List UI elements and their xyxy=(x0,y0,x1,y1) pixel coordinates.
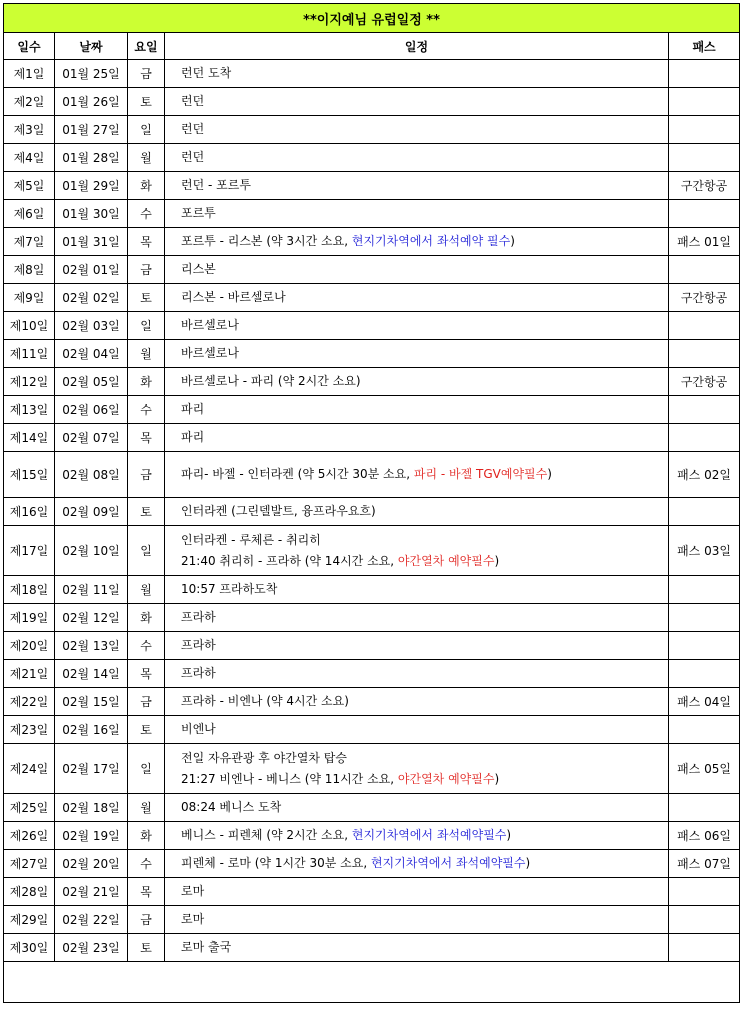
date-cell: 01월 29일 xyxy=(55,172,128,200)
schedule-text: 포르투 xyxy=(181,206,216,220)
day-cell: 제10일 xyxy=(4,312,55,340)
schedule-text: 바르셀로나 - 파리 (약 2시간 소요) xyxy=(181,374,361,388)
weekday-cell: 금 xyxy=(128,906,165,934)
schedule-cell xyxy=(165,934,669,962)
day-cell: 제25일 xyxy=(4,794,55,822)
schedule-text: 런던 xyxy=(181,150,205,164)
pass-cell: 패스 07일 xyxy=(669,850,740,878)
pass-cell: 구간항공 xyxy=(669,284,740,312)
day-cell: 제3일 xyxy=(4,116,55,144)
footer-cell xyxy=(4,962,740,1003)
day-cell: 제6일 xyxy=(4,200,55,228)
schedule-text: 리스본 xyxy=(181,262,216,276)
schedule-line xyxy=(181,464,668,485)
day-cell: 제11일 xyxy=(4,340,55,368)
schedule-text: 런던 xyxy=(181,122,205,136)
schedule-cell xyxy=(165,850,669,878)
schedule-text: 프라하 xyxy=(181,610,216,624)
schedule-text: 런던 xyxy=(181,94,205,108)
reservation-note: 현지기차역에서 좌석예약필수 xyxy=(370,856,526,870)
date-cell: 02월 08일 xyxy=(55,452,128,498)
weekday-cell: 화 xyxy=(128,604,165,632)
day-cell: 제14일 xyxy=(4,424,55,452)
day-cell: 제19일 xyxy=(4,604,55,632)
day-cell: 제7일 xyxy=(4,228,55,256)
schedule-line xyxy=(181,607,668,628)
weekday-cell: 월 xyxy=(128,576,165,604)
header-schedule: 일정 xyxy=(165,33,669,60)
schedule-line xyxy=(181,119,668,140)
date-cell: 02월 14일 xyxy=(55,660,128,688)
schedule-text: 21:27 비엔나 - 베니스 (약 11시간 소요, xyxy=(181,771,398,786)
itinerary-row xyxy=(4,850,740,878)
itinerary-row xyxy=(4,878,740,906)
pass-cell xyxy=(669,794,740,822)
itinerary-row xyxy=(4,340,740,368)
schedule-cell xyxy=(165,60,669,88)
itinerary-table xyxy=(3,3,740,1003)
schedule-line xyxy=(181,399,668,420)
weekday-cell: 토 xyxy=(128,716,165,744)
schedule-line xyxy=(181,825,668,846)
pass-cell: 패스 03일 xyxy=(669,526,740,576)
itinerary-row xyxy=(4,256,740,284)
itinerary-row xyxy=(4,934,740,962)
itinerary-row xyxy=(4,424,740,452)
schedule-cell xyxy=(165,878,669,906)
day-cell: 제2일 xyxy=(4,88,55,116)
schedule-text: ) xyxy=(494,553,500,568)
schedule-text: ) xyxy=(494,771,500,786)
weekday-cell: 목 xyxy=(128,228,165,256)
itinerary-row xyxy=(4,116,740,144)
pass-cell xyxy=(669,256,740,284)
pass-cell: 패스 01일 xyxy=(669,228,740,256)
date-cell: 02월 10일 xyxy=(55,526,128,576)
weekday-cell: 일 xyxy=(128,116,165,144)
pass-cell xyxy=(669,200,740,228)
date-cell: 02월 23일 xyxy=(55,934,128,962)
itinerary-sheet xyxy=(3,3,739,1003)
schedule-text: 프라하 - 비엔나 (약 4시간 소요) xyxy=(181,694,349,708)
pass-cell xyxy=(669,604,740,632)
pass-cell xyxy=(669,60,740,88)
day-cell: 제9일 xyxy=(4,284,55,312)
schedule-text: 로마 xyxy=(181,884,205,898)
day-cell: 제12일 xyxy=(4,368,55,396)
required-booking-note: 야간열차 예약필수 xyxy=(397,771,495,786)
schedule-line xyxy=(181,427,668,448)
schedule-cell xyxy=(165,368,669,396)
schedule-line xyxy=(181,63,668,84)
schedule-text: 피렌체 - 로마 (약 1시간 30분 소요, xyxy=(181,856,371,870)
schedule-cell xyxy=(165,688,669,716)
schedule-line xyxy=(181,287,668,308)
itinerary-row xyxy=(4,396,740,424)
pass-cell: 구간항공 xyxy=(669,368,740,396)
weekday-cell: 일 xyxy=(128,526,165,576)
day-cell: 제23일 xyxy=(4,716,55,744)
date-cell: 02월 21일 xyxy=(55,878,128,906)
reservation-note: 현지기차역에서 좌석예약필수 xyxy=(351,828,507,842)
schedule-text: ) xyxy=(547,467,552,481)
weekday-cell: 수 xyxy=(128,396,165,424)
schedule-text: 파리 xyxy=(181,402,205,416)
schedule-text: 파리 xyxy=(181,430,205,444)
date-cell: 02월 11일 xyxy=(55,576,128,604)
itinerary-row xyxy=(4,144,740,172)
schedule-cell xyxy=(165,200,669,228)
date-cell: 02월 19일 xyxy=(55,822,128,850)
weekday-cell: 토 xyxy=(128,498,165,526)
schedule-cell xyxy=(165,312,669,340)
itinerary-row xyxy=(4,576,740,604)
weekday-cell: 일 xyxy=(128,744,165,794)
pass-cell xyxy=(669,144,740,172)
schedule-text: 10:57 프라하도착 xyxy=(181,582,278,596)
schedule-cell xyxy=(165,172,669,200)
date-cell: 02월 05일 xyxy=(55,368,128,396)
schedule-line xyxy=(181,203,668,224)
reservation-note: 현지기차역에서 좌석예약 필수 xyxy=(351,234,511,248)
pass-cell xyxy=(669,498,740,526)
schedule-cell xyxy=(165,340,669,368)
schedule-line xyxy=(181,748,668,769)
itinerary-row xyxy=(4,368,740,396)
schedule-line xyxy=(181,147,668,168)
day-cell: 제16일 xyxy=(4,498,55,526)
weekday-cell: 목 xyxy=(128,424,165,452)
day-cell: 제13일 xyxy=(4,396,55,424)
date-cell: 02월 06일 xyxy=(55,396,128,424)
weekday-cell: 월 xyxy=(128,340,165,368)
schedule-text: 08:24 베니스 도착 xyxy=(181,800,282,814)
itinerary-row xyxy=(4,452,740,498)
weekday-cell: 수 xyxy=(128,632,165,660)
day-cell: 제4일 xyxy=(4,144,55,172)
schedule-text: 로마 xyxy=(181,912,205,926)
weekday-cell: 수 xyxy=(128,850,165,878)
day-cell: 제17일 xyxy=(4,526,55,576)
weekday-cell: 목 xyxy=(128,878,165,906)
pass-cell: 패스 06일 xyxy=(669,822,740,850)
pass-cell xyxy=(669,424,740,452)
pass-cell: 패스 05일 xyxy=(669,744,740,794)
day-cell: 제30일 xyxy=(4,934,55,962)
schedule-text: 프라하 xyxy=(181,638,216,652)
day-cell: 제8일 xyxy=(4,256,55,284)
pass-cell xyxy=(669,340,740,368)
date-cell: 01월 30일 xyxy=(55,200,128,228)
pass-cell xyxy=(669,396,740,424)
itinerary-row xyxy=(4,284,740,312)
weekday-cell: 금 xyxy=(128,452,165,498)
required-booking-note: 야간열차 예약필수 xyxy=(397,553,495,568)
weekday-cell: 화 xyxy=(128,368,165,396)
schedule-cell xyxy=(165,228,669,256)
pass-cell xyxy=(669,116,740,144)
weekday-cell: 토 xyxy=(128,934,165,962)
date-cell: 02월 15일 xyxy=(55,688,128,716)
date-cell: 01월 26일 xyxy=(55,88,128,116)
itinerary-row xyxy=(4,822,740,850)
itinerary-row xyxy=(4,632,740,660)
weekday-cell: 금 xyxy=(128,688,165,716)
schedule-cell xyxy=(165,284,669,312)
date-cell: 02월 04일 xyxy=(55,340,128,368)
date-cell: 02월 17일 xyxy=(55,744,128,794)
date-cell: 02월 03일 xyxy=(55,312,128,340)
schedule-line xyxy=(181,579,668,600)
schedule-cell xyxy=(165,744,669,794)
header-dow: 요일 xyxy=(128,33,165,60)
schedule-cell xyxy=(165,498,669,526)
pass-cell: 구간항공 xyxy=(669,172,740,200)
schedule-line xyxy=(181,937,668,958)
schedule-cell xyxy=(165,822,669,850)
schedule-line xyxy=(181,635,668,656)
schedule-cell xyxy=(165,576,669,604)
day-cell: 제18일 xyxy=(4,576,55,604)
schedule-text: 로마 출국 xyxy=(181,940,232,954)
itinerary-row xyxy=(4,660,740,688)
schedule-line xyxy=(181,909,668,930)
schedule-cell xyxy=(165,604,669,632)
sheet-title: **이지예님 유럽일정 ** xyxy=(4,4,740,33)
schedule-text: 런던 - 포르투 xyxy=(181,178,251,192)
footer-row xyxy=(4,962,740,1003)
schedule-cell xyxy=(165,632,669,660)
schedule-line xyxy=(181,769,668,790)
schedule-line xyxy=(181,371,668,392)
itinerary-row xyxy=(4,88,740,116)
schedule-line xyxy=(181,530,668,551)
weekday-cell: 일 xyxy=(128,312,165,340)
weekday-cell: 토 xyxy=(128,284,165,312)
day-cell: 제21일 xyxy=(4,660,55,688)
date-cell: 02월 18일 xyxy=(55,794,128,822)
schedule-text: 포르투 - 리스본 (약 3시간 소요, xyxy=(181,234,352,248)
weekday-cell: 월 xyxy=(128,144,165,172)
schedule-text: ) xyxy=(525,856,531,870)
day-cell: 제5일 xyxy=(4,172,55,200)
schedule-text: 베니스 - 피렌체 (약 2시간 소요, xyxy=(181,828,352,842)
itinerary-row xyxy=(4,60,740,88)
day-cell: 제26일 xyxy=(4,822,55,850)
itinerary-row xyxy=(4,744,740,794)
date-cell: 01월 31일 xyxy=(55,228,128,256)
schedule-cell xyxy=(165,906,669,934)
date-cell: 02월 13일 xyxy=(55,632,128,660)
itinerary-row xyxy=(4,794,740,822)
pass-cell xyxy=(669,312,740,340)
schedule-cell xyxy=(165,396,669,424)
schedule-line xyxy=(181,881,668,902)
schedule-text: 런던 도착 xyxy=(181,66,232,80)
schedule-text: 리스본 - 바르셀로나 xyxy=(181,290,286,304)
schedule-cell xyxy=(165,452,669,498)
schedule-line xyxy=(181,797,668,818)
itinerary-row xyxy=(4,716,740,744)
weekday-cell: 목 xyxy=(128,660,165,688)
schedule-text: 바르셀로나 xyxy=(181,346,239,360)
schedule-line xyxy=(181,551,668,572)
date-cell: 02월 01일 xyxy=(55,256,128,284)
schedule-text: 21:40 취리히 - 프라하 (약 14시간 소요, xyxy=(181,553,398,568)
header-row xyxy=(4,33,740,60)
schedule-cell xyxy=(165,116,669,144)
day-cell: 제22일 xyxy=(4,688,55,716)
itinerary-rows xyxy=(4,60,740,962)
weekday-cell: 월 xyxy=(128,794,165,822)
day-cell: 제20일 xyxy=(4,632,55,660)
schedule-line xyxy=(181,315,668,336)
schedule-text: 인터라켄 (그린델발트, 융프라우요흐) xyxy=(181,504,376,518)
pass-cell: 패스 04일 xyxy=(669,688,740,716)
schedule-line xyxy=(181,501,668,522)
schedule-line xyxy=(181,853,668,874)
schedule-text: 비엔나 xyxy=(181,722,216,736)
schedule-text: ) xyxy=(506,828,512,842)
itinerary-row xyxy=(4,906,740,934)
itinerary-row xyxy=(4,172,740,200)
schedule-text: 바르셀로나 xyxy=(181,318,239,332)
itinerary-row xyxy=(4,604,740,632)
date-cell: 02월 22일 xyxy=(55,906,128,934)
schedule-text: 전일 자유관광 후 야간열차 탑승 xyxy=(181,750,347,765)
schedule-text: 인터라켄 - 루체른 - 취리히 xyxy=(181,532,321,547)
schedule-line xyxy=(181,91,668,112)
schedule-cell xyxy=(165,716,669,744)
required-booking-note: 파리 - 바젤 TGV예약필수 xyxy=(413,467,548,481)
schedule-cell xyxy=(165,526,669,576)
day-cell: 제24일 xyxy=(4,744,55,794)
itinerary-row xyxy=(4,200,740,228)
day-cell: 제15일 xyxy=(4,452,55,498)
schedule-cell xyxy=(165,88,669,116)
header-day: 일수 xyxy=(4,33,55,60)
date-cell: 02월 16일 xyxy=(55,716,128,744)
date-cell: 02월 20일 xyxy=(55,850,128,878)
schedule-text: ) xyxy=(510,234,515,248)
schedule-line xyxy=(181,719,668,740)
day-cell: 제27일 xyxy=(4,850,55,878)
pass-cell xyxy=(669,88,740,116)
weekday-cell: 수 xyxy=(128,200,165,228)
schedule-line xyxy=(181,343,668,364)
pass-cell xyxy=(669,576,740,604)
schedule-line xyxy=(181,663,668,684)
date-cell: 01월 25일 xyxy=(55,60,128,88)
date-cell: 01월 28일 xyxy=(55,144,128,172)
weekday-cell: 금 xyxy=(128,60,165,88)
schedule-line xyxy=(181,175,668,196)
schedule-cell xyxy=(165,660,669,688)
pass-cell xyxy=(669,934,740,962)
weekday-cell: 금 xyxy=(128,256,165,284)
header-pass: 패스 xyxy=(669,33,740,60)
pass-cell xyxy=(669,906,740,934)
pass-cell xyxy=(669,660,740,688)
schedule-cell xyxy=(165,144,669,172)
pass-cell xyxy=(669,878,740,906)
schedule-line xyxy=(181,259,668,280)
itinerary-row xyxy=(4,312,740,340)
itinerary-row xyxy=(4,526,740,576)
pass-cell xyxy=(669,632,740,660)
date-cell: 02월 07일 xyxy=(55,424,128,452)
itinerary-row xyxy=(4,498,740,526)
pass-cell: 패스 02일 xyxy=(669,452,740,498)
weekday-cell: 화 xyxy=(128,822,165,850)
schedule-line xyxy=(181,691,668,712)
pass-cell xyxy=(669,716,740,744)
schedule-text: 프라하 xyxy=(181,666,216,680)
schedule-cell xyxy=(165,424,669,452)
header-date: 날짜 xyxy=(55,33,128,60)
date-cell: 02월 12일 xyxy=(55,604,128,632)
day-cell: 제28일 xyxy=(4,878,55,906)
weekday-cell: 화 xyxy=(128,172,165,200)
date-cell: 02월 02일 xyxy=(55,284,128,312)
schedule-cell xyxy=(165,256,669,284)
day-cell: 제29일 xyxy=(4,906,55,934)
schedule-line xyxy=(181,231,668,252)
weekday-cell: 토 xyxy=(128,88,165,116)
date-cell: 01월 27일 xyxy=(55,116,128,144)
itinerary-row xyxy=(4,688,740,716)
day-cell: 제1일 xyxy=(4,60,55,88)
itinerary-row xyxy=(4,228,740,256)
date-cell: 02월 09일 xyxy=(55,498,128,526)
schedule-cell xyxy=(165,794,669,822)
schedule-text: 파리- 바젤 - 인터라켄 (약 5시간 30분 소요, xyxy=(181,467,414,481)
